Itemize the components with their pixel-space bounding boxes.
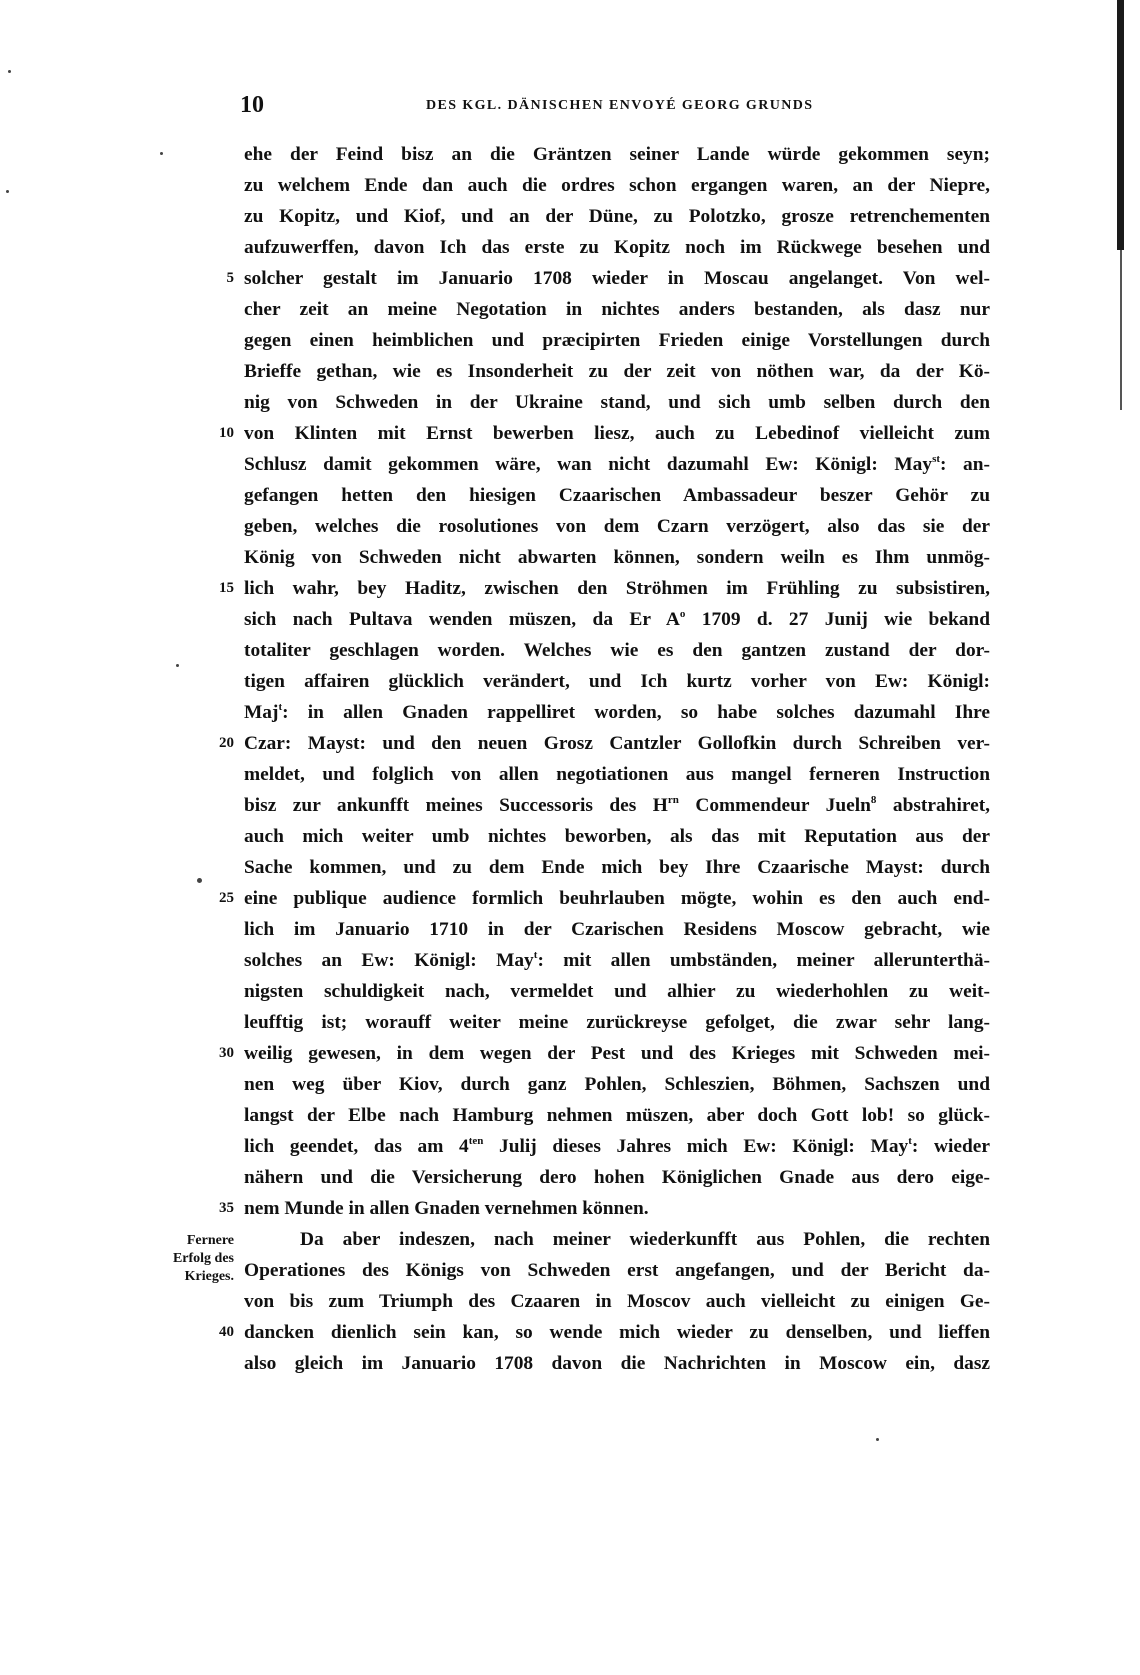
text-line: lich im Januario 1710 in der Czarischen Residens Moscow gebracht, wie: [244, 919, 990, 940]
superscript: t: [533, 948, 538, 961]
line-number: 20: [219, 735, 234, 751]
text-line: [244, 449, 990, 480]
line-number: 35: [219, 1200, 234, 1216]
text-line: totaliter geschlagen worden. Welches wie es den gantzen zustand der dor-: [244, 640, 990, 661]
text-line: lich wahr, bey Haditz, zwischen den Ströhmen im Frühling zu subsistiren,: [244, 578, 990, 599]
scan-speck: [160, 152, 163, 155]
scan-speck: [876, 1438, 879, 1441]
line-number: 30: [219, 1045, 234, 1061]
page-number: 10: [240, 92, 264, 118]
text-line: Da aber indeszen, nach meiner wiederkunfft aus Pohlen, die rechten: [300, 1229, 990, 1250]
text-line: dancken dienlich sein kan, so wende mich wieder zu denselben, und lieffen: [244, 1322, 990, 1343]
line-number: 15: [219, 580, 234, 596]
text-line: von bis zum Triumph des Czaaren in Moscov auch vielleicht zu einigen Ge-: [244, 1291, 990, 1312]
text-line: geben, welches die rosolutiones von dem Czarn verzögert, also das sie der: [244, 516, 990, 537]
text-segment: : mit allen umbständen, meiner allerunterthä-: [537, 950, 990, 971]
text-line: gegen einen heimblichen und præcipirten Frieden einige Vorstellungen durch: [244, 330, 990, 351]
text-segment: 1709 d. 27 Junij wie bekand: [685, 609, 990, 630]
text-line: langst der Elbe nach Hamburg nehmen müszen, aber doch Gott lob! so glück-: [244, 1105, 990, 1126]
line-number: 40: [219, 1324, 234, 1340]
text-segment: Maj: [244, 702, 279, 723]
text-line: solcher gestalt im Januario 1708 wieder in Moscau angelanget. Von wel-: [244, 268, 990, 289]
text-line: nähern und die Versicherung dero hohen Königlichen Gnade aus dero eige-: [244, 1167, 990, 1188]
text-segment: Julij dieses Jahres mich Ew: Königl: May: [483, 1136, 909, 1157]
text-line: zu Kopitz, und Kiof, und an der Düne, zu Polotzko, grosze retrenchementen: [244, 206, 990, 227]
text-line: [244, 604, 990, 635]
line-number: 25: [219, 890, 234, 906]
text-line: Sache kommen, und zu dem Ende mich bey Ihre Czaarische Mayst: durch: [244, 857, 990, 878]
superscript: t: [278, 700, 283, 713]
text-line: Czar: Mayst: und den neuen Grosz Cantzler Gollofkin durch Schreiben ver-: [244, 733, 990, 754]
text-line: König von Schweden nicht abwarten können, sondern weiln es Ihm unmög-: [244, 547, 990, 568]
text-line: auch mich weiter umb nichtes beworben, als das mit Reputation aus der: [244, 826, 990, 847]
text-line: weilig gewesen, in dem wegen der Pest und des Krieges mit Schweden mei-: [244, 1043, 990, 1064]
text-line: tigen affairen glücklich verändert, und Ich kurtz vorher von Ew: Königl:: [244, 671, 990, 692]
text-line: [244, 790, 990, 821]
text-line: nig von Schweden in der Ukraine stand, und sich umb selben durch den: [244, 392, 990, 413]
text-line: gefangen hetten den hiesigen Czaarischen Ambassadeur beszer Gehör zu: [244, 485, 990, 506]
superscript: rn: [667, 793, 679, 806]
text-line: zu welchem Ende dan auch die ordres schon ergangen waren, an der Niepre,: [244, 175, 990, 196]
margin-note-line: Erfolg des: [172, 1251, 234, 1266]
text-line: nigsten schuldigkeit nach, vermeldet und alhier zu wiederhohlen zu weit-: [244, 981, 990, 1002]
text-segment: : an-: [940, 454, 990, 475]
text-line: nem Munde in allen Gnaden vernehmen können.: [244, 1198, 649, 1219]
text-line: aufzuwerffen, davon Ich das erste zu Kopitz noch im Rückwege besehen und: [244, 237, 990, 258]
text-line: ehe der Feind bisz an die Gräntzen seiner Lande würde gekommen seyn;: [244, 144, 990, 165]
text-line: Brieffe gethan, wie es Insonderheit zu der zeit von nöthen war, da der Kö-: [244, 361, 990, 382]
text-segment: Schlusz damit gekommen wäre, wan nicht dazumahl Ew: Königl: May: [244, 454, 933, 475]
scan-edge-shadow-lower: [1120, 250, 1122, 410]
text-line: [244, 697, 990, 728]
text-line: [244, 945, 990, 976]
running-title: DES KGL. DÄNISCHEN ENVOYÉ GEORG GRUNDS: [426, 98, 814, 113]
text-line: cher zeit an meine Negotation in nichtes anders bestanden, als dasz nur: [244, 299, 990, 320]
line-number: 10: [219, 425, 234, 441]
text-segment: bisz zur ankunfft meines Successoris des H: [244, 795, 668, 816]
text-segment: sich nach Pultava wenden müszen, da Er A: [244, 609, 680, 630]
scan-speck: [176, 664, 179, 667]
text-line: leufftig ist; worauff weiter meine zurückreyse gefolget, die zwar sehr lang-: [244, 1012, 990, 1033]
margin-note: [130, 1232, 234, 1286]
text-segment: : in allen Gnaden rappelliret worden, so habe solches dazumahl Ihre: [282, 702, 990, 723]
scan-speck: [6, 190, 9, 193]
line-number: 5: [226, 270, 234, 286]
text-segment: Commendeur Jueln: [678, 795, 871, 816]
superscript: t: [908, 1134, 912, 1147]
body-text: [244, 139, 990, 1379]
text-segment: abstrahiret,: [876, 795, 991, 816]
margin-note-line: Fernere: [186, 1233, 234, 1248]
margin-note-line: Krieges.: [184, 1269, 234, 1284]
superscript: o: [679, 607, 686, 620]
text-line: eine publique audience formlich beuhrlauben mögte, wohin es den auch end-: [244, 888, 990, 909]
footnote-marker: 8: [870, 793, 877, 806]
scan-speck: [197, 878, 202, 883]
superscript: ten: [468, 1134, 484, 1147]
text-line: Operationes des Königs von Schweden erst angefangen, und der Bericht da-: [244, 1260, 990, 1281]
text-line: von Klinten mit Ernst bewerben liesz, auch zu Lebedinof vielleicht zum: [244, 423, 990, 444]
text-segment: solches an Ew: Königl: May: [244, 950, 534, 971]
text-segment: : wieder: [911, 1136, 990, 1157]
text-line: [244, 1131, 990, 1162]
text-segment: lich geendet, das am 4: [244, 1136, 469, 1157]
text-line: nen weg über Kiov, durch ganz Pohlen, Schleszien, Böhmen, Sachszen und: [244, 1074, 990, 1095]
text-line: meldet, und folglich von allen negotiationen aus mangel ferneren Instruction: [244, 764, 990, 785]
text-line: also gleich im Januario 1708 davon die Nachrichten in Moscow ein, dasz: [244, 1353, 990, 1374]
scan-speck: [8, 70, 11, 73]
superscript: st: [932, 452, 941, 465]
page-header: [0, 92, 1140, 126]
